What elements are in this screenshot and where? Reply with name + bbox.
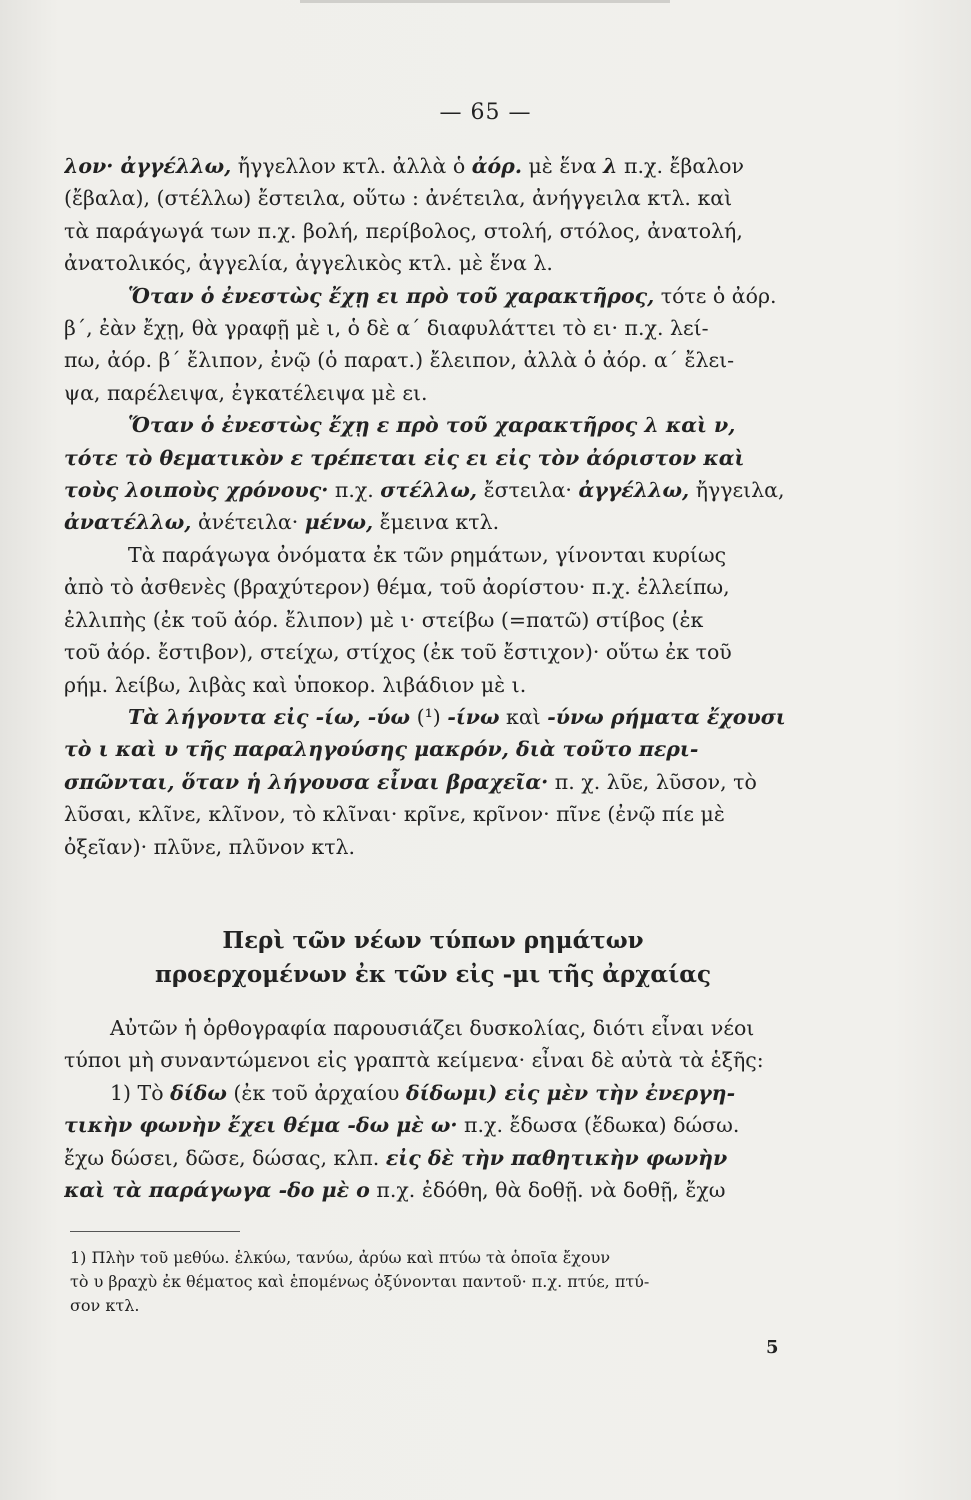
text-line: Τὰ παράγωγα ὀνόματα ἐκ τῶν ρημάτων, γίνονται κυρίως	[128, 542, 727, 567]
text-line: (ἔβαλα), (στέλλω) ἔστειλα, οὕτω : ἀνέτειλα, ἀνήγγειλα κτλ. καὶ	[64, 186, 733, 211]
footnote-rule	[70, 1231, 240, 1232]
section-heading-line-1: Περὶ τῶν νέων τύπων ρημάτων	[222, 927, 644, 954]
text-line: λῦσαι, κλῖνε, κλῖνον, τὸ κλῖναι· κρῖνε, κρῖνον· πῖνε (ἐνῷ πίε μὲ	[64, 802, 725, 827]
text-line: τικὴν φωνὴν ἔχει θέμα -δω μὲ ω· π.χ. ἔδωσα (ἔδωκα) δώσω.	[64, 1113, 740, 1138]
page-number: — 65 —	[439, 100, 532, 125]
text-line: λον· ἀγγέλλω, ἤγγελλον κτλ. ἀλλὰ ὁ ἀόρ. μὲ ἕνα λ π.χ. ἔβαλον	[64, 154, 744, 178]
text-line: Ὅταν ὁ ἐνεστὼς ἔχῃ ε πρὸ τοῦ χαρακτῆρος λ καὶ ν,	[128, 413, 736, 438]
text-line: ἐλλιπὴς (ἐκ τοῦ ἀόρ. ἔλιπον) μὲ ι· στείβω (=πατῶ) στίβος (ἐκ	[64, 607, 704, 632]
text-line: ἔχω δώσει, δῶσε, δώσας, κλπ. εἰς δὲ τὴν παθητικὴν φωνὴν	[64, 1145, 728, 1170]
text-line: ἀνατολικός, ἀγγελία, ἀγγελικὸς κτλ. μὲ ἕνα λ.	[64, 251, 553, 276]
main-text	[64, 150, 802, 863]
section-heading-line-2: προερχομένων ἐκ τῶν εἰς -μι τῆς ἀρχαίας	[155, 961, 711, 988]
footnote-line: τὸ υ βραχὺ ἐκ θέματος καὶ ἑπομένως ὀξύνονται παντοῦ· π.χ. πτύε, πτύ-	[70, 1272, 650, 1291]
text-line: Τὰ λήγοντα εἰς -ίω, -ύω (¹) -ίνω καὶ -ύνω ρήματα ἔχουσι	[128, 704, 786, 729]
text-line: σπῶνται, ὅταν ἡ λήγουσα εἶναι βραχεῖα· π. χ. λῦε, λῦσον, τὸ	[64, 769, 757, 794]
text-line: ψα, παρέλειψα, ἐγκατέλειψα μὲ ει.	[64, 380, 428, 405]
section-heading	[64, 924, 802, 992]
text-line: τὸ ι καὶ υ τῆς παραληγούσης μακρόν, διὰ τοῦτο περι-	[64, 737, 699, 762]
footnote-line: σον κτλ.	[70, 1296, 140, 1315]
text-line: β΄, ἐὰν ἔχῃ, θὰ γραφῇ μὲ ι, ὁ δὲ α΄ διαφυλάττει τὸ ει· π.χ. λεί-	[64, 316, 709, 341]
text-line: τότε τὸ θεματικὸν ε τρέπεται εἰς ει εἰς τὸν ἀόριστον καὶ	[64, 445, 745, 470]
text-line: πω, ἀόρ. β΄ ἔλιπον, ἐνῷ (ὁ παρατ.) ἔλειπον, ἀλλὰ ὁ ἀόρ. α΄ ἔλει-	[64, 348, 735, 373]
signature-mark: 5	[766, 1337, 779, 1358]
text-line: ὀξεῖαν)· πλῦνε, πλῦνον κτλ.	[64, 834, 356, 859]
text-line: ρήμ. λείβω, λιβὰς καὶ ὑποκορ. λιβάδιον μὲ ι.	[64, 672, 527, 697]
text-line: τοὺς λοιποὺς χρόνους· π.χ. στέλλω, ἔστειλα· ἀγγέλλω, ἤγγειλα,	[64, 478, 785, 503]
text-line: Αὐτῶν ἡ ὀρθογραφία παρουσιάζει δυσκολίας, διότι εἶναι νέοι	[110, 1016, 755, 1040]
text-line: καὶ τὰ παράγωγα -δο μὲ ο π.χ. ἐδόθη, θὰ δοθῇ. νὰ δοθῇ, ἔχω	[64, 1178, 726, 1203]
text-line: Ὅταν ὁ ἐνεστὼς ἔχῃ ει πρὸ τοῦ χαρακτῆρος, τότε ὁ ἀόρ.	[128, 283, 777, 308]
text-line: τὰ παράγωγά των π.χ. βολή, περίβολος, στολή, στόλος, ἀνατολή,	[64, 218, 743, 243]
footnote-line: 1) Πλὴν τοῦ μεθύω. ἑλκύω, τανύω, ἀρύω καὶ πτύω τὰ ὁποῖα ἔχουν	[70, 1248, 611, 1267]
main-text-continued	[64, 1012, 802, 1206]
text-line: τύποι μὴ συναντώμενοι εἰς γραπτὰ κείμενα· εἶναι δὲ αὐτὰ τὰ ἑξῆς:	[64, 1048, 764, 1073]
footnote	[70, 1246, 790, 1318]
text-line: 1) Τὸ δίδω (ἐκ τοῦ ἀρχαίου δίδωμι) εἰς μὲν τὴν ἐνεργη-	[110, 1080, 736, 1105]
text-line: ἀνατέλλω, ἀνέτειλα· μένω, ἔμεινα κτλ.	[64, 510, 500, 535]
top-edge-mark	[300, 0, 670, 3]
text-line: τοῦ ἀόρ. ἔστιβον), στείχω, στίχος (ἐκ τοῦ ἔστιχον)· οὕτω ἐκ τοῦ	[64, 640, 732, 665]
text-line: ἀπὸ τὸ ἀσθενὲς (βραχύτερον) θέμα, τοῦ ἀορίστου· π.χ. ἐλλείπω,	[64, 575, 730, 600]
